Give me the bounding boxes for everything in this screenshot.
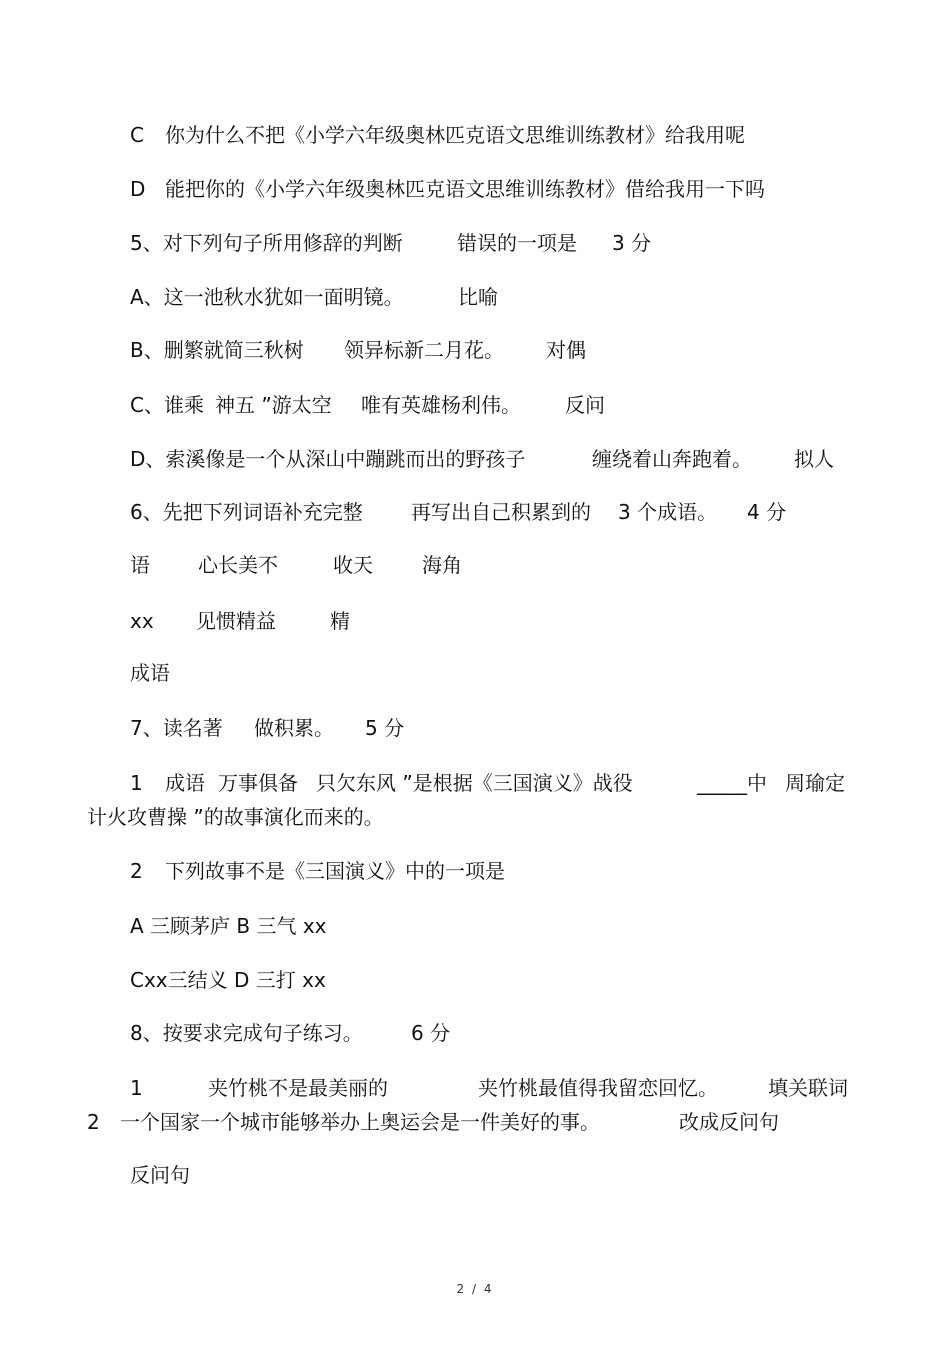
subquestion-number: 2 [87, 1110, 100, 1134]
option-text: B、删繁就简三秋树 [130, 338, 304, 362]
subquestion-text: 一个国家一个城市能够举办上奥运会是一件美好的事。 [120, 1110, 600, 1134]
answer-label: 反问句 [130, 1163, 190, 1187]
idiom-item: 海角 [422, 553, 462, 577]
subquestion-text: 计火攻曹操 ”的故事演化而来的。 [87, 805, 384, 829]
option-text: 唯有英雄杨利伟。 [361, 393, 521, 417]
subquestion-instruction: 填关联词 [768, 1076, 848, 1100]
subquestion-instruction: 改成反问句 [679, 1110, 779, 1134]
idiom-item: xx [130, 609, 154, 633]
question-text: 5、对下列句子所用修辞的判断 [130, 231, 403, 255]
subquestion-text: 只欠东风 ”是根据《三国演义》战役 [316, 771, 633, 795]
option-label: C [130, 123, 144, 147]
subquestion-text: 下列故事不是《三国演义》中的一项是 [165, 859, 505, 883]
page-number: 2 / 4 [456, 1282, 494, 1296]
option-label: D [130, 177, 146, 201]
subquestion-number: 1 [130, 1076, 143, 1100]
subquestion-text: 万事俱备 [218, 771, 298, 795]
option-text: 领异标新二月花。 [344, 338, 504, 362]
answer-label: 成语 [130, 661, 170, 685]
option-text: 你为什么不把《小学六年级奥林匹克语文思维训练教材》给我用呢 [165, 123, 745, 147]
option-text: 神五 ”游太空 [215, 393, 332, 417]
subquestion-text: 周瑜定 [785, 771, 845, 795]
idiom-item: 语 [130, 553, 150, 577]
question-text: 6、先把下列词语补充完整 [130, 500, 363, 524]
idiom-item: 收天 [333, 553, 373, 577]
subquestion-text: 成语 [165, 771, 205, 795]
option-judgment: 比喻 [458, 285, 498, 309]
option-text: D、索溪像是一个从深山中蹦跳而出的野孩子 [130, 447, 526, 471]
question-score: 3 分 [612, 231, 652, 255]
question-score: 4 分 [747, 500, 787, 524]
option-text: 缠绕着山奔跑着。 [592, 447, 752, 471]
question-text: 3 个成语。 [618, 500, 718, 524]
subquestion-number: 1 [130, 771, 143, 795]
idiom-item: 心长美不 [198, 553, 278, 577]
option-judgment: 反问 [565, 393, 605, 417]
idiom-item: 精 [330, 609, 350, 633]
question-text: 做积累。 [254, 716, 334, 740]
option-text: 能把你的《小学六年级奥林匹克语文思维训练教材》借给我用一下吗 [165, 177, 765, 201]
question-score: 5 分 [365, 716, 405, 740]
subquestion-text: 夹竹桃最值得我留恋回忆。 [478, 1076, 718, 1100]
option-judgment: 拟人 [794, 447, 834, 471]
choice-text: Cxx三结义 D 三打 xx [130, 968, 326, 992]
question-text: 8、按要求完成句子练习。 [130, 1021, 363, 1045]
choice-text: A 三顾茅庐 B 三气 xx [130, 914, 327, 938]
option-text: A、这一池秋水犹如一面明镜。 [130, 285, 404, 309]
fill-blank[interactable]: _____中 [697, 771, 767, 795]
question-text: 7、读名著 [130, 716, 223, 740]
question-text: 再写出自己积累到的 [411, 500, 591, 524]
option-text: C、谁乘 [130, 393, 204, 417]
idiom-item: 见惯精益 [196, 609, 276, 633]
subquestion-number: 2 [130, 859, 143, 883]
option-judgment: 对偶 [546, 338, 586, 362]
question-score: 6 分 [411, 1021, 451, 1045]
question-text: 错误的一项是 [457, 231, 577, 255]
subquestion-text: 夹竹桃不是最美丽的 [208, 1076, 388, 1100]
